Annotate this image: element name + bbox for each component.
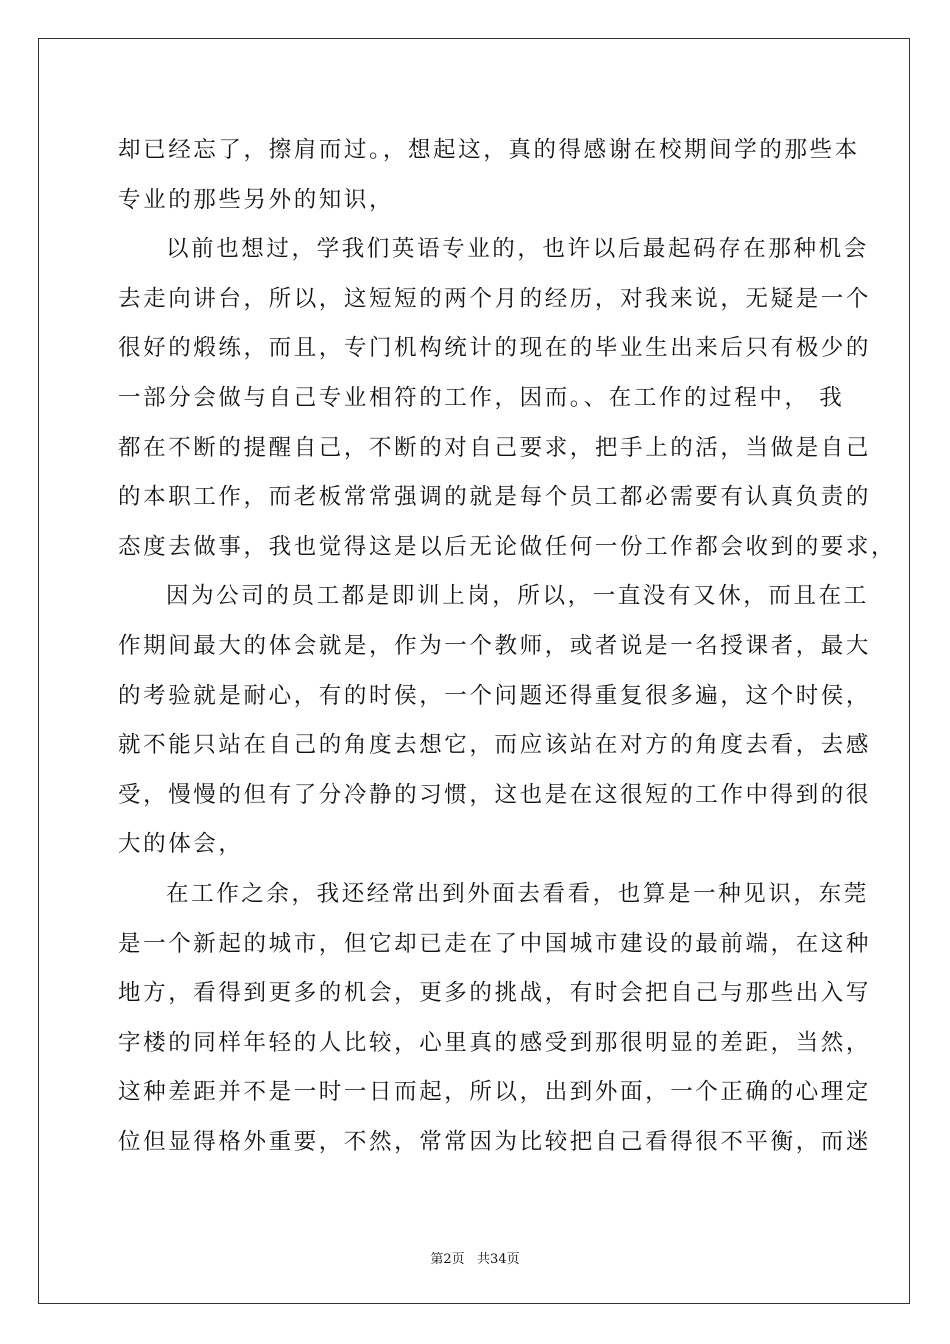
text-line: 大的体会， bbox=[118, 831, 244, 858]
text-line: 是一个新起的城市，但它却已走在了中国城市建设的最前端，在这种 bbox=[118, 930, 872, 957]
text-line: 受，慢慢的但有了分冷静的习惯，这也是在这很短的工作中得到的很 bbox=[118, 781, 872, 808]
text-line: 很好的煅练，而且，专门机构统计的现在的毕业生出来后只有极少的 bbox=[118, 335, 872, 362]
text-line: 地方，看得到更多的机会，更多的挑战，有时会把自己与那些出入写 bbox=[118, 980, 872, 1007]
text-line: 去走向讲台，所以，这短短的两个月的经历，对我来说，无疑是一个 bbox=[118, 285, 872, 312]
text-line: 的本职工作，而老板常常强调的就是每个员工都必需要有认真负责的 bbox=[118, 484, 872, 511]
text-line: 的考验就是耐心，有的时侯，一个问题还得重复很多遍，这个时侯， bbox=[118, 682, 872, 709]
text-line: 态度去做事，我也觉得这是以后无论做任何一份工作都会收到的要求， bbox=[118, 533, 897, 560]
text-line: 字楼的同样年轻的人比较，心里真的感受到那很明显的差距，当然， bbox=[118, 1029, 872, 1056]
text-line: 专业的那些另外的知识， bbox=[118, 186, 395, 213]
text-line: 以前也想过，学我们英语专业的，也许以后最起码存在那种机会 bbox=[166, 236, 869, 263]
text-line: 就不能只站在自己的角度去想它，而应该站在对方的角度去看，去感 bbox=[118, 732, 872, 759]
text-line: 却已经忘了，擦肩而过。，想起这，真的得感谢在校期间学的那些本 bbox=[118, 137, 860, 163]
text-line: 位但显得格外重要，不然，常常因为比较把自己看得很不平衡，而迷 bbox=[118, 1128, 872, 1155]
text-line: 都在不断的提醒自己，不断的对自己要求，把手上的活，当做是自己 bbox=[118, 434, 872, 461]
text-line: 因为公司的员工都是即训上岗，所以，一直没有又休，而且在工 bbox=[166, 583, 869, 610]
document-body bbox=[118, 126, 897, 1167]
text-line: 这种差距并不是一时一日而起，所以，出到外面，一个正确的心理定 bbox=[118, 1079, 872, 1106]
text-line: 在工作之余，我还经常出到外面去看看，也算是一种见识，东莞 bbox=[166, 880, 869, 907]
page-footer: 第2页 共34页 bbox=[430, 1252, 520, 1267]
text-line: 作期间最大的体会就是，作为一个教师，或者说是一名授课者，最大 bbox=[118, 632, 872, 659]
text-line: 一部分会做与自己专业相符的工作，因而。、在工作的过程中， 我 bbox=[118, 384, 845, 411]
